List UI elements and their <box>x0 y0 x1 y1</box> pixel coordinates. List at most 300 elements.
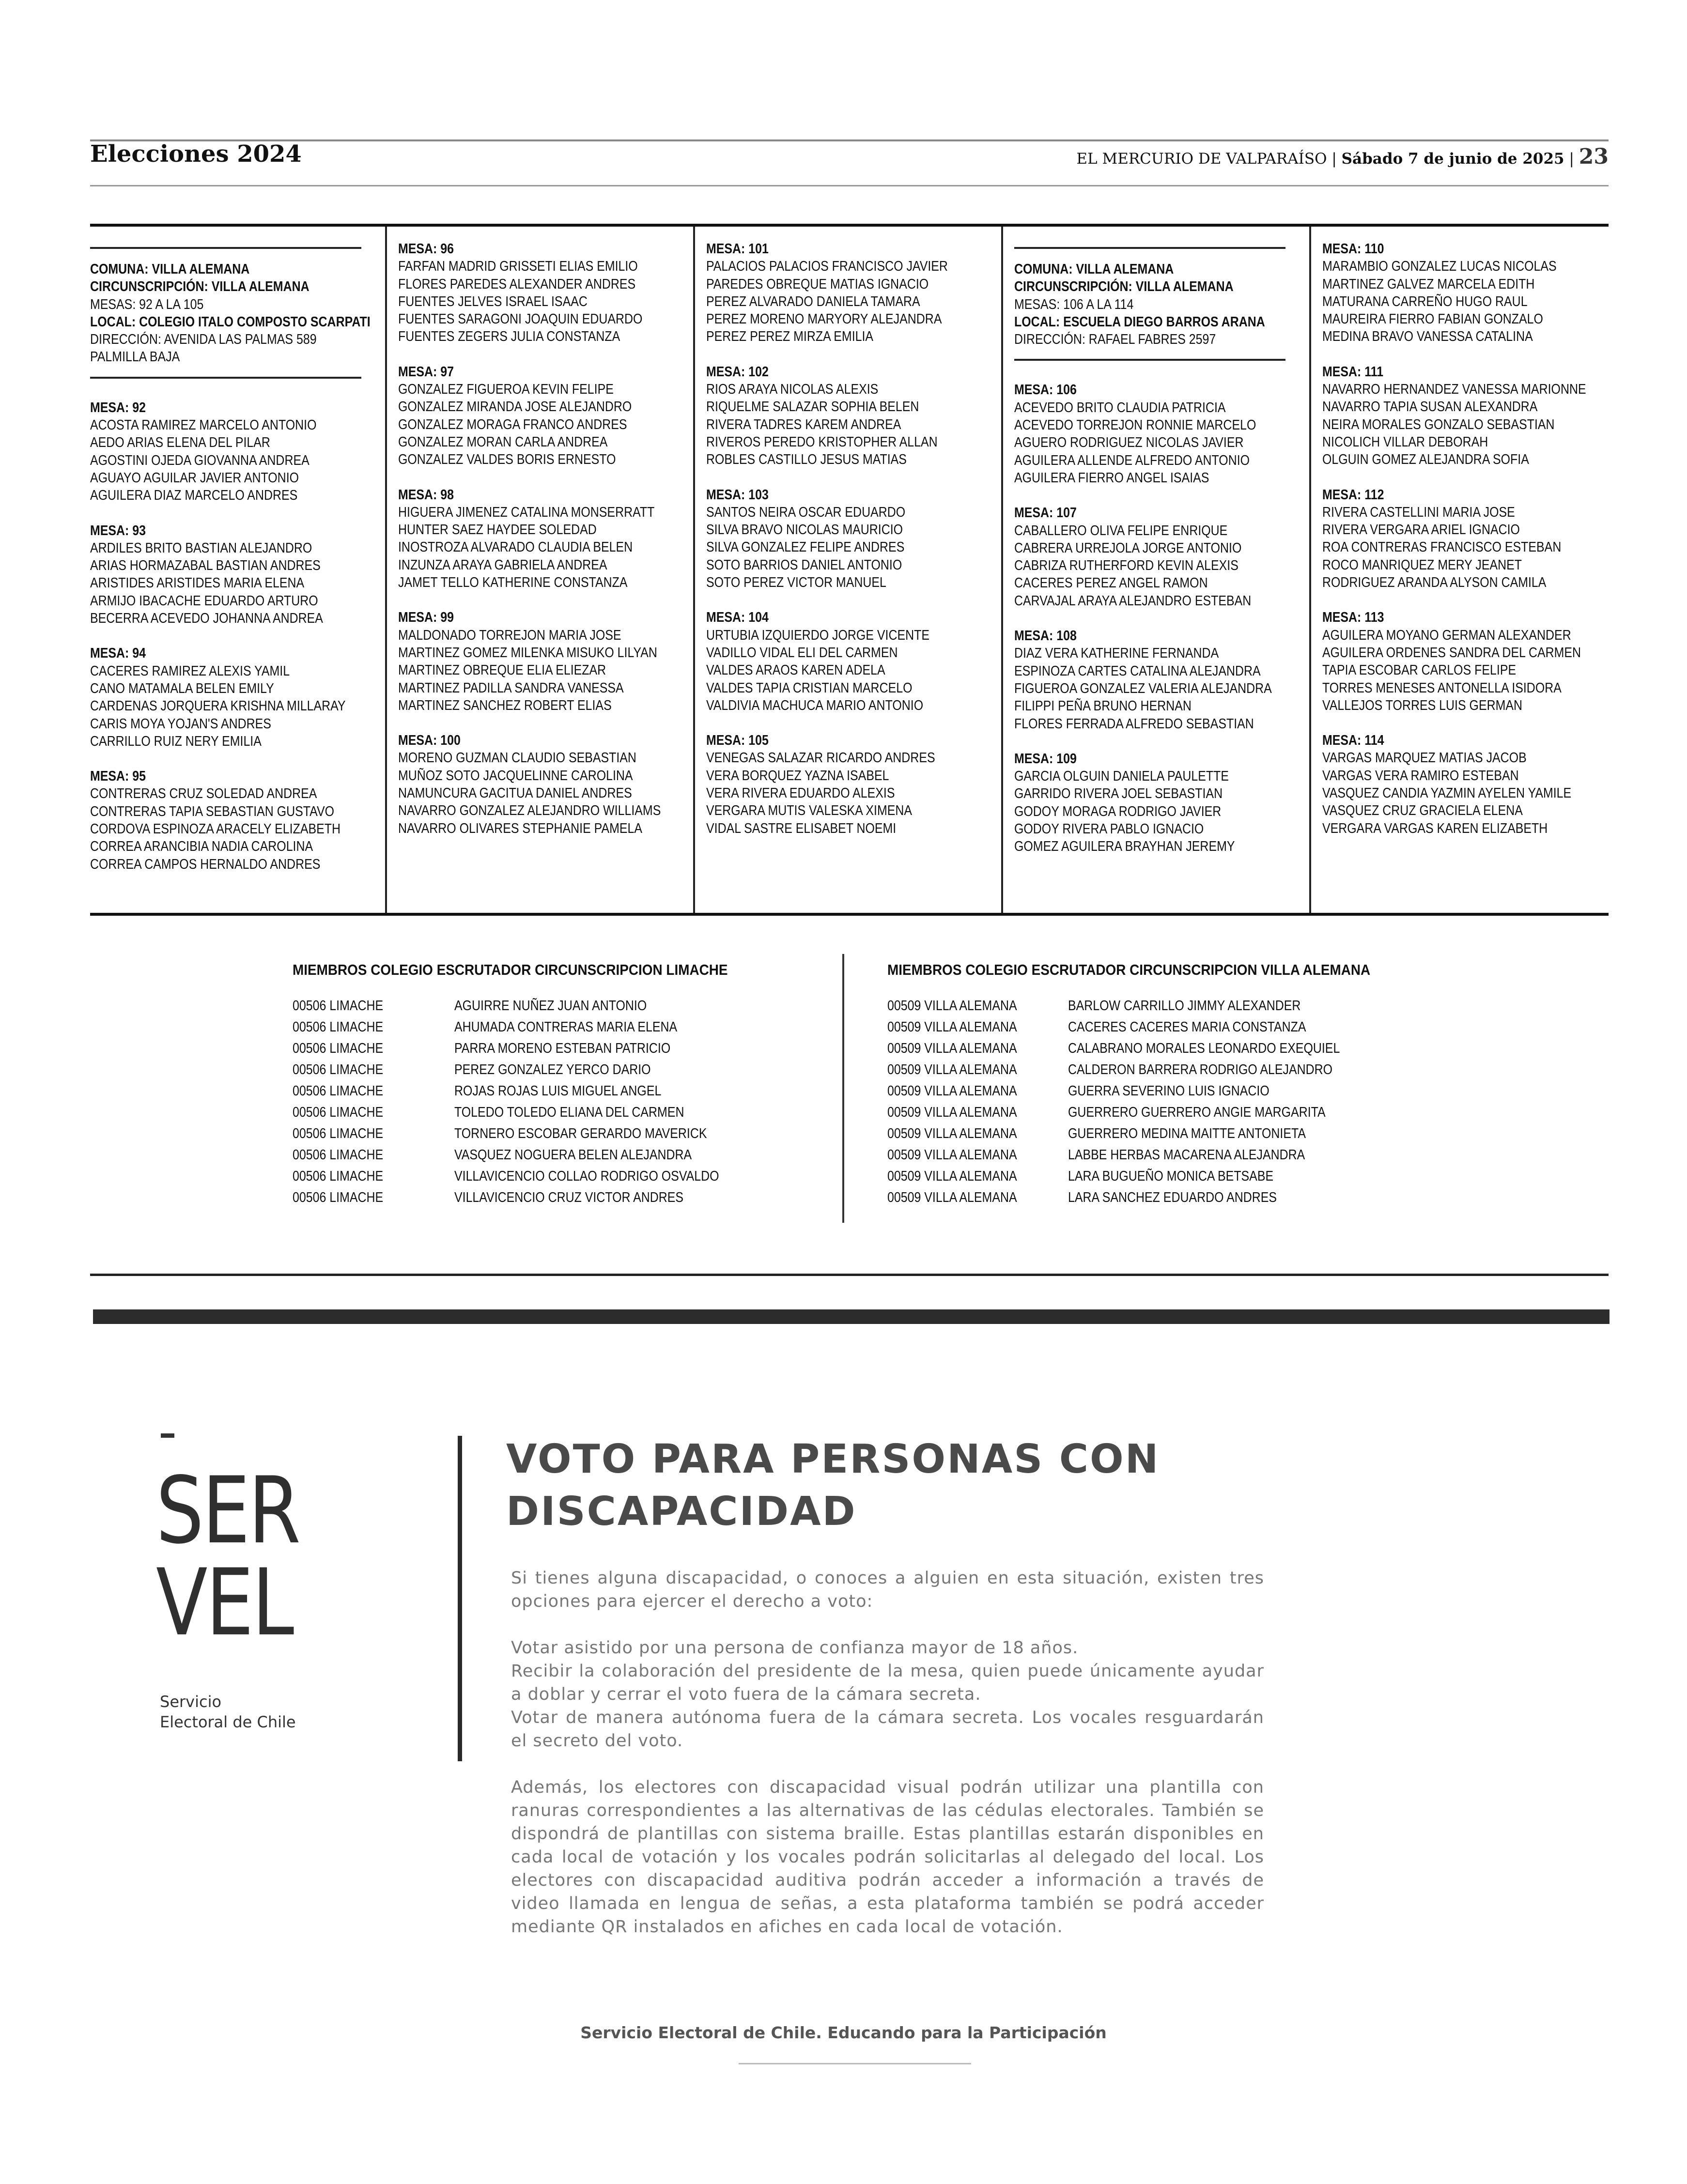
mesa-label: MESA: 105 <box>706 733 769 749</box>
table-row <box>887 1187 1384 1208</box>
mesa-label: MESA: 113 <box>1322 610 1384 626</box>
list-item: GOMEZ AGUILERA BRAYHAN JEREMY <box>1014 839 1235 855</box>
list-item: ROA CONTRERAS FRANCISCO ESTEBAN <box>1322 539 1562 555</box>
commune-comuna: COMUNA: VILLA ALEMANA <box>1014 261 1174 277</box>
table-row <box>887 1123 1384 1144</box>
list-item: CABRERA URREJOLA JORGE ANTONIO <box>1014 540 1242 556</box>
member-district <box>293 1038 454 1059</box>
member-district-text: 00506 LIMACHE <box>293 1019 384 1035</box>
list-item: URTUBIA IZQUIERDO JORGE VICENTE <box>706 627 930 643</box>
list-item: VASQUEZ CANDIA YAZMIN AYELEN YAMILE <box>1322 785 1572 801</box>
mesa-label: MESA: 96 <box>398 241 454 257</box>
footer-rule <box>739 2063 971 2064</box>
mesa-group <box>1322 732 1618 837</box>
list-item: ARISTIDES ARISTIDES MARIA ELENA <box>90 575 305 591</box>
members-villa-alemana <box>887 961 1424 1208</box>
list-item: VALDES TAPIA CRISTIAN MARCELO <box>706 680 913 696</box>
mesa-label: MESA: 101 <box>706 241 769 257</box>
member-district-text: 00506 LIMACHE <box>293 1061 384 1077</box>
list-item: PAREDES OBREQUE MATIAS IGNACIO <box>706 276 929 292</box>
column-divider <box>693 227 695 913</box>
member-name <box>1068 1166 1384 1187</box>
list-item: GODOY MORAGA RODRIGO JAVIER <box>1014 803 1222 819</box>
member-name-text: CACERES CACERES MARIA CONSTANZA <box>1068 1019 1306 1035</box>
column-divider <box>1309 227 1311 913</box>
member-district <box>293 1123 454 1144</box>
mesa-group <box>1322 486 1618 592</box>
mesa-group <box>1014 627 1310 733</box>
list-item: MUÑOZ SOTO JACQUELINNE CAROLINA <box>398 768 633 784</box>
table-row <box>293 995 762 1016</box>
member-name <box>454 1080 762 1102</box>
member-district-text: 00506 LIMACHE <box>293 1040 384 1056</box>
mesa-group <box>1014 504 1310 610</box>
mesa-group <box>398 363 694 469</box>
list-item: MEDINA BRAVO VANESSA CATALINA <box>1322 329 1533 345</box>
member-name-text: AGUIRRE NUÑEZ JUAN ANTONIO <box>454 998 647 1014</box>
table-column <box>1322 240 1618 855</box>
list-item: HIGUERA JIMENEZ CATALINA MONSERRATT <box>398 504 655 520</box>
mesa-label: MESA: 92 <box>90 400 146 415</box>
member-name <box>1068 1038 1384 1059</box>
paper-date: Sábado 7 de junio de 2025 <box>1341 150 1564 168</box>
list-item: INZUNZA ARAYA GABRIELA ANDREA <box>398 557 607 573</box>
commune-block <box>90 247 371 379</box>
mesa-group <box>398 609 694 714</box>
mesa-label: MESA: 99 <box>398 610 454 626</box>
member-name-text: CALABRANO MORALES LEONARDO EXEQUIEL <box>1068 1040 1340 1056</box>
member-district-text: 00509 VILLA ALEMANA <box>887 1168 1017 1184</box>
ad-title <box>506 1433 1160 1538</box>
ad-body <box>511 1567 1264 1962</box>
list-item: FUENTES SARAGONI JOAQUIN EDUARDO <box>398 311 643 327</box>
list-item: RIQUELME SALAZAR SOPHIA BELEN <box>706 399 919 415</box>
member-district-text: 00509 VILLA ALEMANA <box>887 1189 1017 1205</box>
list-item: AGUILERA ALLENDE ALFREDO ANTONIO <box>1014 452 1250 468</box>
list-item: PEREZ MORENO MARYORY ALEJANDRA <box>706 311 942 327</box>
list-item: SILVA GONZALEZ FELIPE ANDRES <box>706 539 905 555</box>
commune-dir2: PALMILLA BAJA <box>90 349 180 365</box>
list-item: FILIPPI PEÑA BRUNO HERNAN <box>1014 698 1192 714</box>
list-item: CONTRERAS TAPIA SEBASTIAN GUSTAVO <box>90 803 335 819</box>
list-item: TORRES MENESES ANTONELLA ISIDORA <box>1322 680 1562 696</box>
member-name <box>1068 1187 1384 1208</box>
list-item: RIVERA CASTELLINI MARIA JOSE <box>1322 504 1515 520</box>
table-row <box>887 995 1384 1016</box>
list-item: HUNTER SAEZ HAYDEE SOLEDAD <box>398 522 597 538</box>
list-item: VERA RIVERA EDUARDO ALEXIS <box>706 785 895 801</box>
member-name-text: VILLAVICENCIO CRUZ VICTOR ANDRES <box>454 1189 684 1205</box>
list-item: CORREA ARANCIBIA NADIA CAROLINA <box>90 839 313 855</box>
commune-circ: CIRCUNSCRIPCIÓN: VILLA ALEMANA <box>90 279 310 295</box>
mesa-label: MESA: 111 <box>1322 364 1384 380</box>
page-number: 23 <box>1579 144 1609 169</box>
mesa-group <box>1322 240 1618 346</box>
list-item: VERGARA MUTIS VALESKA XIMENA <box>706 803 913 819</box>
list-item: AGUILERA ORDENES SANDRA DEL CARMEN <box>1322 645 1581 661</box>
list-item: ESPINOZA CARTES CATALINA ALEJANDRA <box>1014 663 1261 679</box>
table-row <box>293 1102 762 1123</box>
list-item: CACERES RAMIREZ ALEXIS YAMIL <box>90 663 290 679</box>
list-item: RIVERA VERGARA ARIEL IGNACIO <box>1322 522 1520 538</box>
mesa-label: MESA: 103 <box>706 487 769 503</box>
logo-sub-line: Electoral de Chile <box>160 1713 296 1731</box>
list-item: MATURANA CARREÑO HUGO RAUL <box>1322 293 1528 309</box>
table-column <box>706 240 1002 855</box>
member-name <box>454 1016 762 1038</box>
list-item: AGUAYO AGUILAR JAVIER ANTONIO <box>90 470 299 486</box>
list-item: OLGUIN GOMEZ ALEJANDRA SOFIA <box>1322 452 1529 468</box>
member-name-text: ROJAS ROJAS LUIS MIGUEL ANGEL <box>454 1083 662 1099</box>
ad-title-line: DISCAPACIDAD <box>506 1489 857 1535</box>
commune-block <box>1014 247 1285 361</box>
table-row <box>887 1166 1384 1187</box>
section-rule <box>90 1274 1609 1276</box>
mesa-group <box>90 768 386 873</box>
list-item: MARTINEZ PADILLA SANDRA VANESSA <box>398 680 624 696</box>
servel-subtitle <box>160 1692 296 1732</box>
member-name <box>1068 1016 1384 1038</box>
list-item: VENEGAS SALAZAR RICARDO ANDRES <box>706 750 935 766</box>
list-item: GONZALEZ MORAGA FRANCO ANDRES <box>398 416 627 432</box>
list-item: NEIRA MORALES GONZALO SEBASTIAN <box>1322 416 1555 432</box>
list-item: CORDOVA ESPINOZA ARACELY ELIZABETH <box>90 821 340 837</box>
member-name <box>454 1038 762 1059</box>
list-item: GONZALEZ MIRANDA JOSE ALEJANDRO <box>398 399 632 415</box>
table-row <box>887 1080 1384 1102</box>
thick-divider <box>93 1309 1610 1324</box>
table-row <box>887 1059 1384 1080</box>
list-item: INOSTROZA ALVARADO CLAUDIA BELEN <box>398 539 633 555</box>
table-row <box>887 1038 1384 1059</box>
list-item: SOTO PEREZ VICTOR MANUEL <box>706 575 886 591</box>
member-district-text: 00509 VILLA ALEMANA <box>887 1019 1017 1035</box>
mesa-group <box>706 363 1002 469</box>
member-name-text: CALDERON BARRERA RODRIGO ALEJANDRO <box>1068 1061 1333 1077</box>
list-item: ARDILES BRITO BASTIAN ALEJANDRO <box>90 540 312 556</box>
list-item: GODOY RIVERA PABLO IGNACIO <box>1014 821 1204 837</box>
member-district-text: 00506 LIMACHE <box>293 1168 384 1184</box>
ad-intro: Si tienes alguna discapacidad, o conoces a alguien en esta situación, existen tres opciones para ejercer el derecho a voto: <box>511 1569 1264 1611</box>
logo-line: SER <box>156 1457 299 1564</box>
list-item: FUENTES ZEGERS JULIA CONSTANZA <box>398 329 620 345</box>
mesa-label: MESA: 106 <box>1014 382 1077 398</box>
mesa-label: MESA: 109 <box>1014 751 1077 767</box>
member-district-text: 00509 VILLA ALEMANA <box>887 1104 1017 1120</box>
member-district <box>887 1187 1068 1208</box>
list-item: ACOSTA RAMIREZ MARCELO ANTONIO <box>90 417 317 433</box>
list-item: FIGUEROA GONZALEZ VALERIA ALEJANDRA <box>1014 680 1272 696</box>
members-title: MIEMBROS COLEGIO ESCRUTADOR CIRCUNSCRIPCION VILLA ALEMANA <box>887 961 1371 978</box>
member-district <box>887 1166 1068 1187</box>
mesa-label: MESA: 93 <box>90 523 146 538</box>
list-item: AGUILERA FIERRO ANGEL ISAIAS <box>1014 470 1209 486</box>
table-row <box>887 1016 1384 1038</box>
member-district <box>887 1144 1068 1166</box>
member-district-text: 00509 VILLA ALEMANA <box>887 1061 1017 1077</box>
list-item: VADILLO VIDAL ELI DEL CARMEN <box>706 645 898 661</box>
table-row <box>293 1187 762 1208</box>
list-item: CONTRERAS CRUZ SOLEDAD ANDREA <box>90 786 317 802</box>
list-item: CARDENAS JORQUERA KRISHNA MILLARAY <box>90 698 346 714</box>
list-item: RIVEROS PEREDO KRISTOPHER ALLAN <box>706 434 938 450</box>
column-divider <box>1001 227 1003 913</box>
mesa-group <box>706 732 1002 837</box>
member-name-text: TORNERO ESCOBAR GERARDO MAVERICK <box>454 1125 707 1141</box>
member-name <box>454 995 762 1016</box>
table-row <box>887 1102 1384 1123</box>
member-name-text: PARRA MORENO ESTEBAN PATRICIO <box>454 1040 671 1056</box>
servel-logo <box>156 1457 299 1656</box>
member-name-text: VASQUEZ NOGUERA BELEN ALEJANDRA <box>454 1147 692 1163</box>
ad-option: Recibir la colaboración del presidente de la mesa, quien puede únicamente ayudar a doblar y cerrar el voto fuera de la cámara secreta. <box>511 1661 1264 1704</box>
list-item: FARFAN MADRID GRISSETI ELIAS EMILIO <box>398 259 638 275</box>
table-column <box>90 240 386 891</box>
list-item: GONZALEZ VALDES BORIS ERNESTO <box>398 452 616 468</box>
list-item: CACERES PEREZ ANGEL RAMON <box>1014 575 1208 591</box>
list-item: NAVARRO GONZALEZ ALEJANDRO WILLIAMS <box>398 803 661 819</box>
ad-option: Votar de manera autónoma fuera de la cámara secreta. Los vocales resguardarán el secreto del voto. <box>511 1708 1264 1751</box>
member-name-text: TOLEDO TOLEDO ELIANA DEL CARMEN <box>454 1104 684 1120</box>
members-limache <box>293 961 776 1208</box>
member-name-text: GUERRERO MEDINA MAITTE ANTONIETA <box>1068 1125 1306 1141</box>
member-district <box>887 1080 1068 1102</box>
paper-info: EL MERCURIO DE VALPARAÍSO | Sábado 7 de junio de 2025 | 23 <box>1076 144 1609 169</box>
table-row <box>293 1038 762 1059</box>
list-item: MAUREIRA FIERRO FABIAN GONZALO <box>1322 311 1543 327</box>
mesa-label: MESA: 110 <box>1322 241 1384 257</box>
list-item: FLORES PAREDES ALEXANDER ANDRES <box>398 276 636 292</box>
member-name <box>1068 1080 1384 1102</box>
member-district-text: 00506 LIMACHE <box>293 998 384 1014</box>
list-item: VARGAS MARQUEZ MATIAS JACOB <box>1322 750 1527 766</box>
column-divider <box>385 227 387 913</box>
member-district <box>293 1102 454 1123</box>
table-row <box>293 1123 762 1144</box>
list-item: RIOS ARAYA NICOLAS ALEXIS <box>706 382 879 398</box>
mesa-label: MESA: 98 <box>398 487 454 503</box>
list-item: PEREZ ALVARADO DANIELA TAMARA <box>706 293 920 309</box>
list-item: ROBLES CASTILLO JESUS MATIAS <box>706 452 907 468</box>
member-district <box>887 995 1068 1016</box>
member-name <box>454 1187 762 1208</box>
list-item: FUENTES JELVES ISRAEL ISAAC <box>398 293 588 309</box>
table-column <box>1014 240 1310 873</box>
list-item: VERA BORQUEZ YAZNA ISABEL <box>706 768 889 784</box>
list-item: ACEVEDO TORREJON RONNIE MARCELO <box>1014 417 1256 433</box>
list-item: NAMUNCURA GACITUA DANIEL ANDRES <box>398 785 632 801</box>
list-item: VALDIVIA MACHUCA MARIO ANTONIO <box>706 697 924 713</box>
member-name <box>454 1166 762 1187</box>
list-item: AEDO ARIAS ELENA DEL PILAR <box>90 435 270 451</box>
table-row <box>293 1166 762 1187</box>
member-district-text: 00509 VILLA ALEMANA <box>887 1083 1017 1099</box>
list-item: CABRIZA RUTHERFORD KEVIN ALEXIS <box>1014 558 1238 574</box>
mesa-label: MESA: 95 <box>90 769 146 784</box>
member-district <box>293 1144 454 1166</box>
member-district <box>293 1166 454 1187</box>
list-item: DIAZ VERA KATHERINE FERNANDA <box>1014 646 1219 661</box>
list-item: PEREZ PEREZ MIRZA EMILIA <box>706 329 874 345</box>
list-item: CARVAJAL ARAYA ALEJANDRO ESTEBAN <box>1014 593 1252 609</box>
list-item: BECERRA ACEVEDO JOHANNA ANDREA <box>90 611 323 627</box>
member-name-text: GUERRA SEVERINO LUIS IGNACIO <box>1068 1083 1269 1099</box>
commune-mesas: MESAS: 106 A LA 114 <box>1014 296 1134 312</box>
logo-sub-line: Servicio <box>160 1692 222 1711</box>
list-item: GARRIDO RIVERA JOEL SEBASTIAN <box>1014 786 1223 802</box>
paper-name: EL MERCURIO DE VALPARAÍSO <box>1076 150 1327 168</box>
list-item: ARIAS HORMAZABAL BASTIAN ANDRES <box>90 558 321 574</box>
mesa-group <box>398 240 694 346</box>
member-district-text: 00509 VILLA ALEMANA <box>887 1040 1017 1056</box>
commune-circ: CIRCUNSCRIPCIÓN: VILLA ALEMANA <box>1014 279 1234 295</box>
members-table <box>887 995 1384 1208</box>
list-item: SANTOS NEIRA OSCAR EDUARDO <box>706 504 906 520</box>
list-item: VARGAS VERA RAMIRO ESTEBAN <box>1322 768 1519 784</box>
mesa-group <box>90 399 386 505</box>
list-item: VIDAL SASTRE ELISABET NOEMI <box>706 820 897 836</box>
list-item: CABALLERO OLIVA FELIPE ENRIQUE <box>1014 523 1228 538</box>
commune-mesas: MESAS: 92 A LA 105 <box>90 296 204 312</box>
member-district <box>887 1016 1068 1038</box>
member-district <box>293 1059 454 1080</box>
mesa-label: MESA: 114 <box>1322 733 1384 749</box>
member-name-text: LARA BUGUEÑO MONICA BETSABE <box>1068 1168 1274 1184</box>
mesa-group <box>1014 381 1310 487</box>
mesa-label: MESA: 100 <box>398 733 461 749</box>
mesa-group <box>1322 363 1618 469</box>
mesa-group <box>398 486 694 592</box>
commune-dir1: DIRECCIÓN: AVENIDA LAS PALMAS 589 <box>90 332 317 348</box>
list-item: RODRIGUEZ ARANDA ALYSON CAMILA <box>1322 575 1547 591</box>
list-item: RIVERA TADRES KAREM ANDREA <box>706 416 901 432</box>
mesa-label: MESA: 107 <box>1014 505 1077 521</box>
mesa-label: MESA: 94 <box>90 646 146 661</box>
table-row <box>293 1059 762 1080</box>
member-name-text: VILLAVICENCIO COLLAO RODRIGO OSVALDO <box>454 1168 719 1184</box>
mesa-label: MESA: 104 <box>706 610 769 626</box>
list-item: MORENO GUZMAN CLAUDIO SEBASTIAN <box>398 750 636 766</box>
mesa-label: MESA: 112 <box>1322 487 1384 503</box>
header-top-rule <box>90 139 1609 141</box>
member-name-text: LABBE HERBAS MACARENA ALEJANDRA <box>1068 1147 1305 1163</box>
list-item: ACEVEDO BRITO CLAUDIA PATRICIA <box>1014 400 1226 415</box>
member-name <box>1068 1059 1384 1080</box>
member-name <box>454 1123 762 1144</box>
table-column <box>398 240 694 855</box>
list-item: SILVA BRAVO NICOLAS MAURICIO <box>706 522 903 538</box>
mesa-group <box>90 522 386 628</box>
member-name <box>1068 995 1384 1016</box>
mesa-label: MESA: 108 <box>1014 628 1077 644</box>
list-item: CARIS MOYA YOJAN'S ANDRES <box>90 716 271 732</box>
table-row <box>293 1080 762 1102</box>
member-district <box>293 995 454 1016</box>
list-item: NAVARRO HERNANDEZ VANESSA MARIONNE <box>1322 382 1586 398</box>
mesa-label: MESA: 102 <box>706 364 769 380</box>
list-item: AGUERO RODRIGUEZ NICOLAS JAVIER <box>1014 435 1244 451</box>
section-title: Elecciones 2024 <box>90 140 302 168</box>
table-row <box>293 1016 762 1038</box>
mesa-group <box>706 486 1002 592</box>
member-district-text: 00506 LIMACHE <box>293 1189 384 1205</box>
list-item: VALLEJOS TORRES LUIS GERMAN <box>1322 697 1523 713</box>
list-item: CORREA CAMPOS HERNALDO ANDRES <box>90 856 321 872</box>
servel-logo-mark <box>161 1433 174 1438</box>
list-item: SOTO BARRIOS DANIEL ANTONIO <box>706 557 902 573</box>
member-district <box>887 1123 1068 1144</box>
list-item: NAVARRO TAPIA SUSAN ALEXANDRA <box>1322 399 1538 415</box>
member-district <box>293 1016 454 1038</box>
list-item: GONZALEZ FIGUEROA KEVIN FELIPE <box>398 382 614 398</box>
list-item: NAVARRO OLIVARES STEPHANIE PAMELA <box>398 820 643 836</box>
member-district <box>887 1059 1068 1080</box>
table-row <box>293 1144 762 1166</box>
list-item: AGOSTINI OJEDA GIOVANNA ANDREA <box>90 452 310 468</box>
commune-dir1: DIRECCIÓN: RAFAEL FABRES 2597 <box>1014 332 1216 348</box>
list-item: MARAMBIO GONZALEZ LUCAS NICOLAS <box>1322 259 1557 275</box>
member-name-text: LARA SANCHEZ EDUARDO ANDRES <box>1068 1189 1277 1205</box>
member-district-text: 00509 VILLA ALEMANA <box>887 1125 1017 1141</box>
list-item: VALDES ARAOS KAREN ADELA <box>706 662 885 678</box>
commune-local: LOCAL: COLEGIO ITALO COMPOSTO SCARPATI <box>90 314 371 330</box>
list-item: TAPIA ESCOBAR CARLOS FELIPE <box>1322 662 1517 678</box>
list-item: VERGARA VARGAS KAREN ELIZABETH <box>1322 820 1548 836</box>
polling-tables <box>90 224 1609 916</box>
member-district <box>887 1038 1068 1059</box>
ad-option: Votar asistido por una persona de confianza mayor de 18 años. <box>511 1638 1079 1658</box>
member-district-text: 00509 VILLA ALEMANA <box>887 998 1017 1014</box>
mesa-group <box>706 609 1002 714</box>
ad-vertical-bar <box>458 1436 462 1761</box>
member-district <box>293 1080 454 1102</box>
commune-local: LOCAL: ESCUELA DIEGO BARROS ARANA <box>1014 314 1265 330</box>
mesa-label: MESA: 97 <box>398 364 454 380</box>
list-item: MARTINEZ GOMEZ MILENKA MISUKO LILYAN <box>398 645 657 661</box>
member-name <box>1068 1102 1384 1123</box>
member-district-text: 00509 VILLA ALEMANA <box>887 1147 1017 1163</box>
mesa-group <box>1322 609 1618 714</box>
list-item: ROCO MANRIQUEZ MERY JEANET <box>1322 557 1522 573</box>
member-name <box>454 1144 762 1166</box>
mesa-group <box>706 240 1002 346</box>
list-item: NICOLICH VILLAR DEBORAH <box>1322 434 1488 450</box>
member-name <box>454 1059 762 1080</box>
header-bottom-rule <box>90 185 1609 186</box>
member-name-text: PEREZ GONZALEZ YERCO DARIO <box>454 1061 651 1077</box>
list-item: AGUILERA MOYANO GERMAN ALEXANDER <box>1322 627 1571 643</box>
commune-comuna: COMUNA: VILLA ALEMANA <box>90 261 250 277</box>
member-district-text: 00506 LIMACHE <box>293 1125 384 1141</box>
mesa-group <box>90 645 386 750</box>
list-item: MARTINEZ OBREQUE ELIA ELIEZAR <box>398 662 606 678</box>
member-district-text: 00506 LIMACHE <box>293 1104 384 1120</box>
mesa-group <box>1014 750 1310 856</box>
member-district <box>887 1102 1068 1123</box>
member-name <box>454 1102 762 1123</box>
list-item: CARRILLO RUIZ NERY EMILIA <box>90 733 262 749</box>
member-district-text: 00506 LIMACHE <box>293 1147 384 1163</box>
list-item: AGUILERA DIAZ MARCELO ANDRES <box>90 488 298 504</box>
list-item: JAMET TELLO KATHERINE CONSTANZA <box>398 575 628 591</box>
list-item: FLORES FERRADA ALFREDO SEBASTIAN <box>1014 716 1254 732</box>
member-name-text: AHUMADA CONTRERAS MARIA ELENA <box>454 1019 678 1035</box>
member-name <box>1068 1123 1384 1144</box>
ad-title-line: VOTO PARA PERSONAS CON <box>506 1436 1160 1482</box>
list-item: GONZALEZ MORAN CARLA ANDREA <box>398 434 608 450</box>
member-district <box>293 1187 454 1208</box>
mesa-group <box>398 732 694 837</box>
